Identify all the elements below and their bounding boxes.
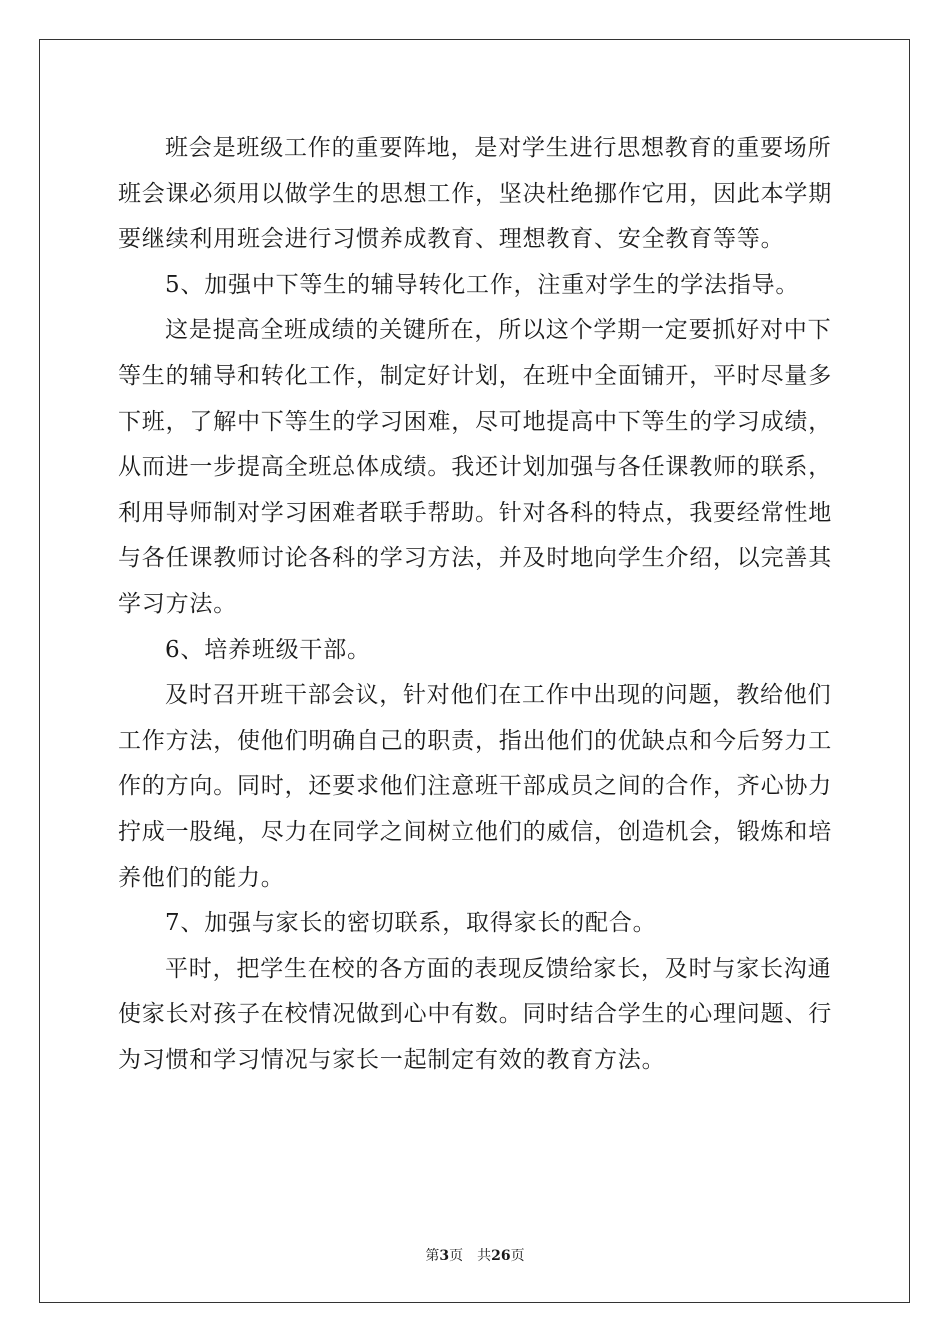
text-line: 班会是班级工作的重要阵地，是对学生进行思想教育的重要场所 — [165, 135, 832, 161]
page-prefix: 第 — [425, 1248, 440, 1264]
text-line: 下班，了解中下等生的学习困难，尽可地提高中下等生的学习成绩， — [118, 408, 832, 435]
text-line: 平时，把学生在校的各方面的表现反馈给家长，及时与家长沟通 — [165, 955, 832, 982]
page-footer — [0, 1245, 950, 1265]
total-prefix: 共 — [477, 1248, 492, 1264]
text-line: 工作方法，使他们明确自己的职责，指出他们的优缺点和今后努力工 — [118, 727, 832, 754]
text-line: 从而进一步提高全班总体成绩。我还计划加强与各任课教师的联系， — [118, 454, 832, 481]
text-line: 等生的辅导和转化工作，制定好计划，在班中全面铺开，平时尽量多 — [118, 362, 832, 389]
total-suffix: 页 — [510, 1248, 525, 1264]
text-line: 利用导师制对学习困难者联手帮助。针对各科的特点，我要经常性地 — [118, 499, 832, 526]
document-body — [118, 126, 832, 1083]
total-pages: 26 — [491, 1248, 511, 1264]
text-line: 使家长对孩子在校情况做到心中有数。同时结合学生的心理问题、行 — [118, 1001, 832, 1028]
text-line: 拧成一股绳，尽力在同学之间树立他们的威信，创造机会，锻炼和培 — [118, 818, 832, 845]
text-line: 与各任课教师讨论各科的学习方法，并及时地向学生介绍，以完善其 — [118, 545, 832, 572]
text-line: 作的方向。同时，还要求他们注意班干部成员之间的合作，齐心协力 — [118, 773, 832, 800]
page-suffix: 页 — [449, 1248, 464, 1264]
text-line: 这是提高全班成绩的关键所在，所以这个学期一定要抓好对中下 — [165, 317, 832, 344]
text-line: 5、加强中下等生的辅导转化工作，注重对学生的学法指导。 — [165, 271, 800, 298]
text-line: 6、培养班级干部。 — [165, 636, 371, 663]
text-line: 养他们的能力。 — [118, 864, 285, 891]
text-line: 班会课必须用以做学生的思想工作，坚决杜绝挪作它用，因此本学期 — [118, 180, 832, 207]
text-line: 7、加强与家长的密切联系，取得家长的配合。 — [165, 910, 657, 937]
text-line: 为习惯和学习情况与家长一起制定有效的教育方法。 — [118, 1046, 666, 1073]
text-line: 及时召开班干部会议，针对他们在工作中出现的问题，教给他们 — [165, 682, 832, 709]
text-line: 要继续利用班会进行习惯养成教育、理想教育、安全教育等等。 — [118, 226, 785, 253]
page-number: 3 — [439, 1248, 450, 1264]
text-line: 学习方法。 — [118, 590, 237, 617]
